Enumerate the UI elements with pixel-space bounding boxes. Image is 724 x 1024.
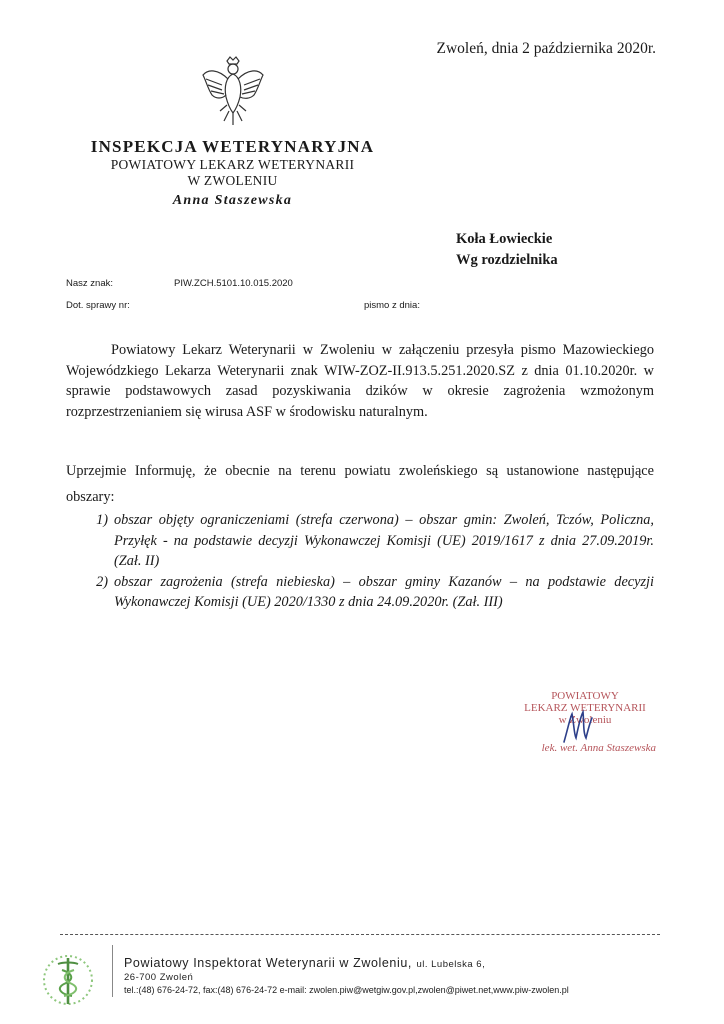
list-item-number: 1) <box>96 512 108 528</box>
letter-date-label: pismo z dnia: <box>364 300 420 311</box>
institution-title: INSPEKCJA WETERYNARYJNA <box>90 137 375 156</box>
institution-office: POWIATOWY LEKARZ WETERYNARII <box>110 157 355 172</box>
list-item-text: obszar objęty ograniczeniami (strefa czerwona) – obszar gmin: Zwoleń, Tczów, Policzna, Przyłęk - na podstawie decyzji Wykonawczej Komisji (UE) 2019/1617 z dnia 27.09.2019r. (Zał. II) <box>114 512 654 569</box>
case-ref-label: Dot. sprawy nr: <box>66 300 130 311</box>
document-date: Zwoleń, dnia 2 października 2020r. <box>436 40 656 57</box>
footer-separator <box>60 934 660 935</box>
zone-list <box>66 510 654 613</box>
body-paragraph-1: Powiatowy Lekarz Weterynarii w Zwoleniu w załączeniu przesyła pismo Mazowieckiego Wojewódzkiego Lekarza Weterynarii znak WIW-ZOZ-II.913.5.251.2020.SZ z dnia 01.10.2020r. w sprawie podstawowych zasad pozyskiwania dzików w okresie zagrożenia wzmożonym rozprzestrzenianiem się wirusa ASF w środowisku naturalnym. <box>66 342 654 420</box>
recipient-block <box>456 229 558 271</box>
body-paragraph-2: Uprzejmie Informuję, że obecnie na terenu powiatu zwoleńskiego są ustanowione następujące obszary: <box>66 463 654 505</box>
handwritten-signature <box>550 708 600 748</box>
institution-location: W ZWOLENIU <box>187 173 278 188</box>
footer-org-name: Powiatowy Inspektorat Weterynarii w Zwoleniu, <box>124 956 412 970</box>
stamp-line-1: POWIATOWY <box>551 690 619 702</box>
stamp-signature-line: lek. wet. Anna Staszewska <box>541 742 656 754</box>
recipient-line-2: Wg rozdzielnika <box>456 252 558 268</box>
footer-address: ul. Lubelska 6, <box>416 959 486 970</box>
list-item-text: obszar zagrożenia (strefa niebieska) – obszar gminy Kazanów – na podstawie decyzji Wykonawczej Komisji (UE) 2020/1330 z dnia 24.09.2020r. (Zał. III) <box>114 573 654 610</box>
list-item <box>66 572 654 613</box>
footer-city: 26-700 Zwoleń <box>124 972 194 983</box>
footer-divider <box>112 945 113 997</box>
stamp-line-3: w Zwoleniu <box>558 714 612 726</box>
polish-eagle-icon <box>200 55 266 127</box>
our-ref-value: PIW.ZCH.5101.10.015.2020 <box>174 278 293 289</box>
veterinary-caduceus-icon <box>36 948 100 1012</box>
stamp-line-2: LEKARZ WETERYNARII <box>524 702 646 714</box>
institution-header <box>60 137 405 209</box>
footer-contact-details: tel.:(48) 676-24-72, fax:(48) 676-24-72 e-mail: zwolen.piw@wetgiw.gov.pl,zwolen@piwet.net,www.piw-zwolen.pl <box>124 985 569 995</box>
list-item <box>66 510 654 572</box>
list-item-number: 2) <box>96 573 108 590</box>
recipient-line-1: Koła Łowieckie <box>456 231 553 247</box>
footer-contact-block <box>124 954 569 996</box>
institution-officer-name: Anna Staszewska <box>172 193 293 208</box>
our-ref-label: Nasz znak: <box>66 278 113 289</box>
